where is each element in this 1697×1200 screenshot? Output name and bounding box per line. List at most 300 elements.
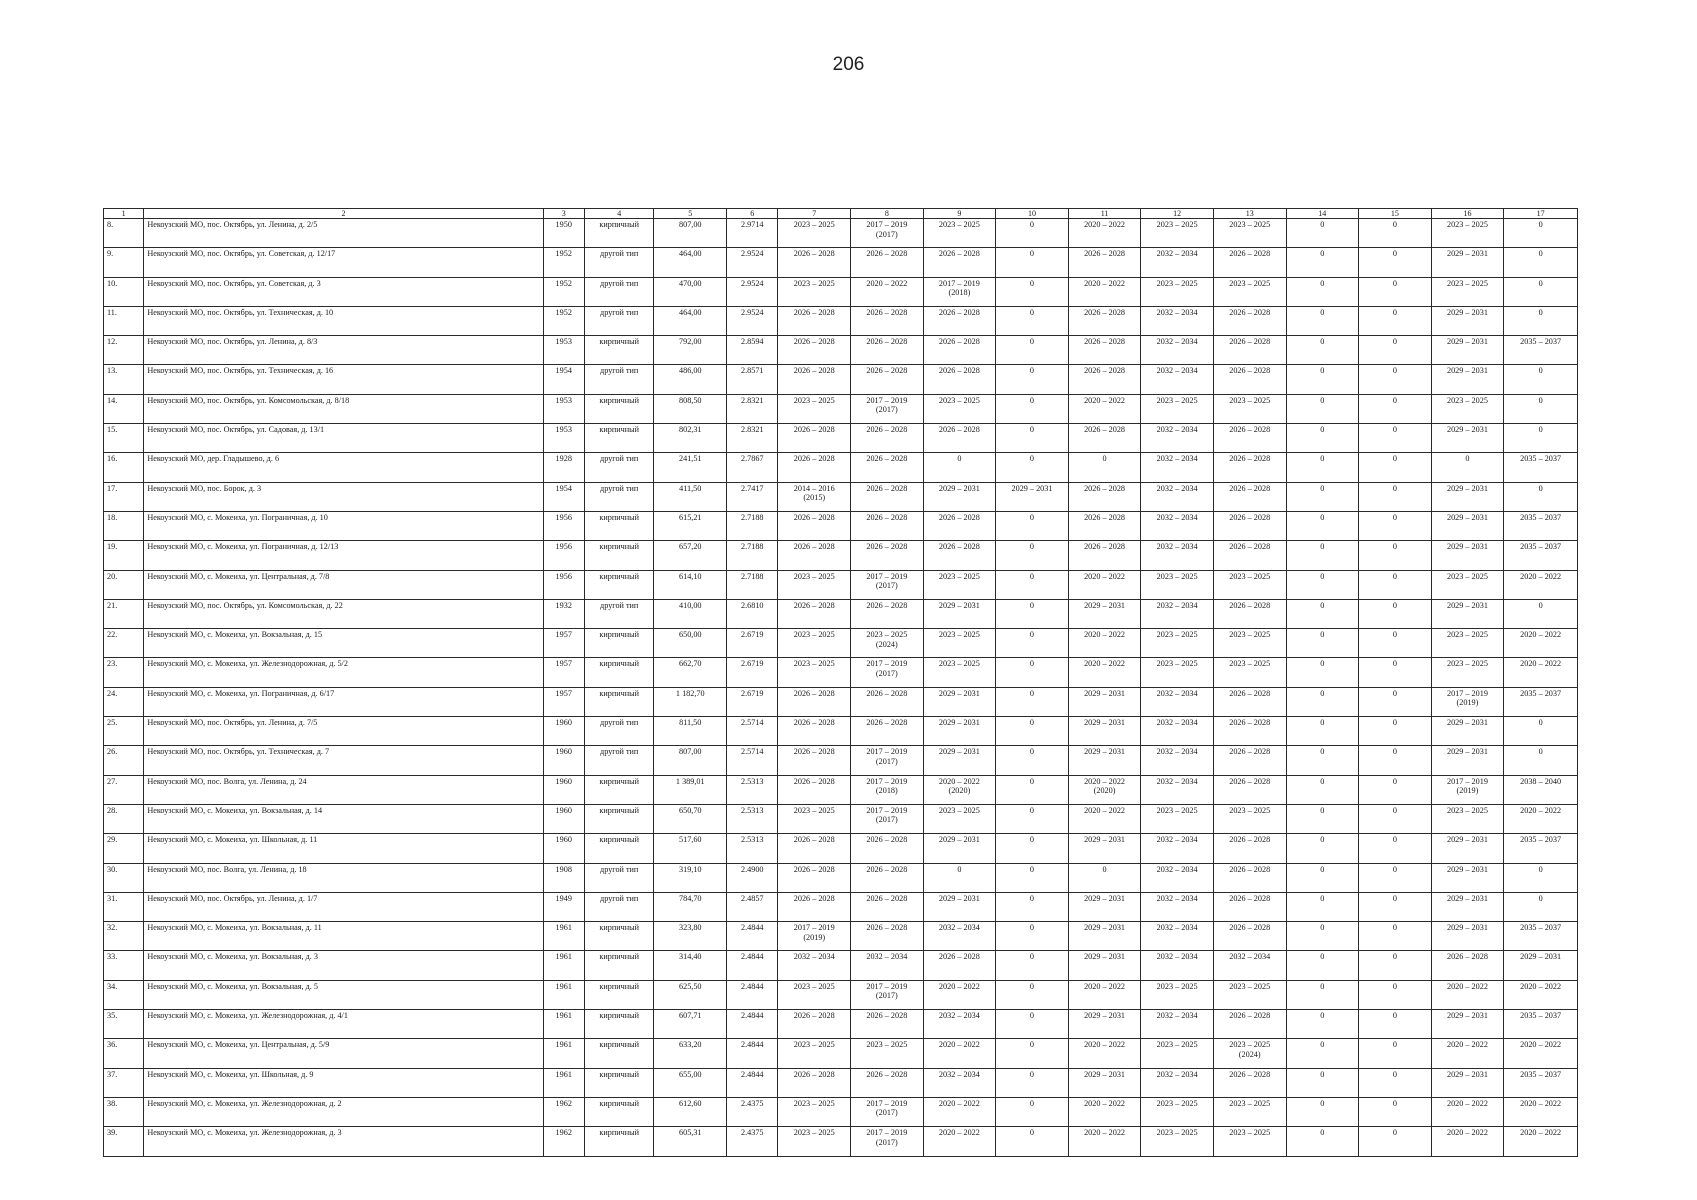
table-cell: 2023 – 2025 bbox=[1213, 1127, 1286, 1156]
address-cell: Некоузский МО, с. Мокеиха, ул. Железнодорожная, д. 2 bbox=[144, 1097, 543, 1126]
table-cell: 2029 – 2031 bbox=[1431, 365, 1504, 394]
table-cell: 2023 – 2025 bbox=[1141, 1097, 1214, 1126]
address-cell: Некоузский МО, пос. Октябрь, ул. Техническая, д. 7 bbox=[144, 746, 543, 775]
table-cell: 2.7417 bbox=[727, 482, 778, 511]
table-cell: 2.5313 bbox=[727, 775, 778, 804]
table-cell: 2029 – 2031 bbox=[1431, 336, 1504, 365]
table-cell: 0 bbox=[996, 541, 1069, 570]
table-cell: 0 bbox=[1359, 717, 1432, 746]
table-row bbox=[104, 717, 1578, 746]
table-cell: кирпичный bbox=[584, 1097, 654, 1126]
table-cell: 2023 – 2025 bbox=[778, 219, 851, 248]
table-cell: 1952 bbox=[543, 248, 584, 277]
table-cell: 0 bbox=[1286, 834, 1359, 863]
table-cell: 0 bbox=[996, 804, 1069, 833]
address-cell: Некоузский МО, с. Мокеиха, ул. Пограничная, д. 6/17 bbox=[144, 687, 543, 716]
table-cell: кирпичный bbox=[584, 834, 654, 863]
table-cell: 0 bbox=[923, 863, 996, 892]
table-cell: 2032 – 2034 bbox=[1141, 599, 1214, 628]
table-cell: 2032 – 2034 bbox=[1141, 834, 1214, 863]
table-cell: 2023 – 2025 bbox=[923, 804, 996, 833]
table-cell: 2020 – 2022 bbox=[1068, 394, 1141, 423]
table-cell: другой тип bbox=[584, 365, 654, 394]
column-number-header: 8 bbox=[851, 209, 924, 219]
table-row bbox=[104, 277, 1578, 306]
table-cell: 2029 – 2031 bbox=[923, 482, 996, 511]
table-cell: 614,10 bbox=[654, 570, 727, 599]
table-cell: 1952 bbox=[543, 306, 584, 335]
address-cell: Некоузский МО, пос. Борок, д. 3 bbox=[144, 482, 543, 511]
table-cell: 2.6810 bbox=[727, 599, 778, 628]
table-cell: 0 bbox=[1504, 717, 1578, 746]
table-cell: 2026 – 2028 bbox=[1213, 834, 1286, 863]
table-cell: 2029 – 2031 bbox=[1431, 511, 1504, 540]
table-cell: 0 bbox=[1504, 277, 1578, 306]
table-cell: 1957 bbox=[543, 658, 584, 687]
table-cell: 2032 – 2034 bbox=[1141, 482, 1214, 511]
table-cell: 2026 – 2028 bbox=[1068, 424, 1141, 453]
table-cell: 2032 – 2034 bbox=[1141, 892, 1214, 921]
table-cell: 2026 – 2028 bbox=[1213, 424, 1286, 453]
table-cell: 2017 – 2019 (2019) bbox=[778, 922, 851, 951]
table-row bbox=[104, 863, 1578, 892]
column-number-header: 9 bbox=[923, 209, 996, 219]
table-cell: 1961 bbox=[543, 1010, 584, 1039]
table-cell: 2020 – 2022 bbox=[1068, 570, 1141, 599]
table-cell: 2023 – 2025 bbox=[778, 1039, 851, 1068]
table-cell: 2020 – 2022 (2020) bbox=[923, 775, 996, 804]
table-cell: 2.4844 bbox=[727, 980, 778, 1009]
table-cell: 1960 bbox=[543, 834, 584, 863]
table-cell: 2026 – 2028 bbox=[923, 365, 996, 394]
table-cell: 0 bbox=[1359, 951, 1432, 980]
column-number-header: 7 bbox=[778, 209, 851, 219]
table-cell: 2026 – 2028 bbox=[1213, 248, 1286, 277]
table-cell: 0 bbox=[1359, 863, 1432, 892]
table-cell: 2026 – 2028 bbox=[778, 717, 851, 746]
table-cell: 0 bbox=[1286, 951, 1359, 980]
table-cell: 2026 – 2028 bbox=[1213, 863, 1286, 892]
row-number-cell: 38. bbox=[104, 1097, 144, 1126]
table-cell: 1960 bbox=[543, 775, 584, 804]
table-cell: 2032 – 2034 bbox=[1141, 775, 1214, 804]
table-cell: 2029 – 2031 bbox=[1431, 424, 1504, 453]
table-cell: 2029 – 2031 bbox=[1068, 1010, 1141, 1039]
table-cell: 2026 – 2028 bbox=[851, 336, 924, 365]
table-cell: 0 bbox=[1286, 804, 1359, 833]
row-number-cell: 17. bbox=[104, 482, 144, 511]
address-cell: Некоузский МО, с. Мокеиха, ул. Железнодорожная, д. 5/2 bbox=[144, 658, 543, 687]
table-cell: 2026 – 2028 bbox=[923, 511, 996, 540]
table-cell: другой тип bbox=[584, 248, 654, 277]
table-cell: 2032 – 2034 bbox=[1141, 746, 1214, 775]
table-cell: 657,20 bbox=[654, 541, 727, 570]
address-cell: Некоузский МО, с. Мокеиха, ул. Вокзальная, д. 15 bbox=[144, 629, 543, 658]
row-number-cell: 27. bbox=[104, 775, 144, 804]
table-cell: 2026 – 2028 bbox=[923, 541, 996, 570]
table-cell: 2023 – 2025 bbox=[923, 219, 996, 248]
table-row bbox=[104, 336, 1578, 365]
table-cell: 2020 – 2022 bbox=[1504, 980, 1578, 1009]
table-cell: 2023 – 2025 bbox=[1141, 1039, 1214, 1068]
table-cell: 2026 – 2028 bbox=[851, 892, 924, 921]
table-cell: 2029 – 2031 bbox=[1068, 892, 1141, 921]
table-cell: 0 bbox=[1359, 1068, 1432, 1097]
table-cell: 0 bbox=[1286, 365, 1359, 394]
table-cell: 2020 – 2022 bbox=[923, 1039, 996, 1068]
table-cell: 1908 bbox=[543, 863, 584, 892]
table-cell: 411,50 bbox=[654, 482, 727, 511]
table-cell: 2032 – 2034 bbox=[923, 1068, 996, 1097]
row-number-cell: 36. bbox=[104, 1039, 144, 1068]
table-cell: 2017 – 2019 (2019) bbox=[1431, 775, 1504, 804]
table-cell: 0 bbox=[996, 980, 1069, 1009]
table-cell: 2026 – 2028 bbox=[851, 1010, 924, 1039]
table-row bbox=[104, 306, 1578, 335]
table-cell: 2026 – 2028 bbox=[778, 511, 851, 540]
table-cell: 2020 – 2022 bbox=[1504, 1097, 1578, 1126]
table-cell: 2026 – 2028 bbox=[778, 1010, 851, 1039]
table-cell: 0 bbox=[1359, 1010, 1432, 1039]
address-cell: Некоузский МО, пос. Октябрь, ул. Советская, д. 12/17 bbox=[144, 248, 543, 277]
table-cell: 2.5313 bbox=[727, 804, 778, 833]
table-cell: 0 bbox=[996, 1097, 1069, 1126]
table-cell: 0 bbox=[996, 687, 1069, 716]
table-cell: 2029 – 2031 bbox=[1431, 541, 1504, 570]
table-cell: кирпичный bbox=[584, 980, 654, 1009]
table-cell: 2023 – 2025 bbox=[778, 1097, 851, 1126]
table-cell: 2023 – 2025 bbox=[1213, 394, 1286, 423]
table-cell: 0 bbox=[1359, 336, 1432, 365]
table-cell: 2020 – 2022 bbox=[1431, 1097, 1504, 1126]
table-cell: 0 bbox=[1286, 248, 1359, 277]
table-cell: 2020 – 2022 bbox=[1504, 1127, 1578, 1156]
table-cell: 2026 – 2028 bbox=[851, 1068, 924, 1097]
table-row bbox=[104, 365, 1578, 394]
table-cell: 2029 – 2031 bbox=[1068, 599, 1141, 628]
table-cell: кирпичный bbox=[584, 219, 654, 248]
table-cell: 410,00 bbox=[654, 599, 727, 628]
table-cell: 2035 – 2037 bbox=[1504, 453, 1578, 482]
table-cell: 0 bbox=[996, 570, 1069, 599]
table-cell: 2038 – 2040 bbox=[1504, 775, 1578, 804]
table-cell: 2026 – 2028 bbox=[778, 424, 851, 453]
table-cell: 2026 – 2028 bbox=[1068, 511, 1141, 540]
table-cell: 2026 – 2028 bbox=[851, 248, 924, 277]
table-cell: 2020 – 2022 bbox=[923, 1097, 996, 1126]
column-number-header: 6 bbox=[727, 209, 778, 219]
table-cell: 0 bbox=[1359, 1039, 1432, 1068]
table-cell: 2.9524 bbox=[727, 248, 778, 277]
table-cell: 0 bbox=[1359, 482, 1432, 511]
table-cell: 2026 – 2028 bbox=[778, 541, 851, 570]
table-cell: 0 bbox=[1504, 746, 1578, 775]
table-cell: 1956 bbox=[543, 541, 584, 570]
table-cell: 0 bbox=[1504, 365, 1578, 394]
table-cell: 2032 – 2034 bbox=[1141, 306, 1214, 335]
table-cell: 0 bbox=[1286, 453, 1359, 482]
table-cell: 323,80 bbox=[654, 922, 727, 951]
table-row bbox=[104, 951, 1578, 980]
row-number-cell: 31. bbox=[104, 892, 144, 921]
column-number-header: 13 bbox=[1213, 209, 1286, 219]
row-number-cell: 20. bbox=[104, 570, 144, 599]
table-cell: 2026 – 2028 bbox=[1213, 599, 1286, 628]
table-cell: 2032 – 2034 bbox=[923, 1010, 996, 1039]
table-cell: 2023 – 2025 bbox=[1141, 980, 1214, 1009]
table-cell: 2020 – 2022 bbox=[1431, 1127, 1504, 1156]
table-cell: 2029 – 2031 bbox=[1431, 863, 1504, 892]
table-cell: 2.7867 bbox=[727, 453, 778, 482]
table-cell: 2032 – 2034 bbox=[851, 951, 924, 980]
table-cell: 2029 – 2031 bbox=[1431, 746, 1504, 775]
table-cell: 2023 – 2025 bbox=[923, 394, 996, 423]
table-cell: 2023 – 2025 bbox=[778, 570, 851, 599]
table-cell: 1962 bbox=[543, 1127, 584, 1156]
table-cell: 1960 bbox=[543, 746, 584, 775]
table-cell: 1960 bbox=[543, 804, 584, 833]
row-number-cell: 24. bbox=[104, 687, 144, 716]
table-cell: 2023 – 2025 bbox=[1213, 219, 1286, 248]
table-cell: 2026 – 2028 bbox=[778, 365, 851, 394]
table-cell: кирпичный bbox=[584, 687, 654, 716]
table-cell: 2029 – 2031 bbox=[1431, 922, 1504, 951]
table-cell: 2020 – 2022 bbox=[851, 277, 924, 306]
table-row bbox=[104, 775, 1578, 804]
table-cell: 2.4900 bbox=[727, 863, 778, 892]
table-cell: 650,00 bbox=[654, 629, 727, 658]
table-cell: 612,60 bbox=[654, 1097, 727, 1126]
table-cell: другой тип bbox=[584, 863, 654, 892]
table-cell: 2032 – 2034 bbox=[1141, 717, 1214, 746]
table-cell: 650,70 bbox=[654, 804, 727, 833]
table-cell: 0 bbox=[1359, 277, 1432, 306]
table-cell: 2017 – 2019 (2017) bbox=[851, 570, 924, 599]
table-cell: 2017 – 2019 (2017) bbox=[851, 658, 924, 687]
row-number-cell: 32. bbox=[104, 922, 144, 951]
table-cell: 2023 – 2025 bbox=[778, 394, 851, 423]
table-cell: 0 bbox=[996, 922, 1069, 951]
table-cell: 2023 – 2025 bbox=[1141, 394, 1214, 423]
table-cell: 2017 – 2019 (2017) bbox=[851, 394, 924, 423]
table-cell: 0 bbox=[1286, 219, 1359, 248]
table-cell: 2023 – 2025 bbox=[1141, 219, 1214, 248]
row-number-cell: 12. bbox=[104, 336, 144, 365]
table-cell: 1953 bbox=[543, 336, 584, 365]
table-cell: 2026 – 2028 bbox=[1068, 482, 1141, 511]
table-cell: 2035 – 2037 bbox=[1504, 1010, 1578, 1039]
row-number-cell: 23. bbox=[104, 658, 144, 687]
address-cell: Некоузский МО, пос. Октябрь, ул. Ленина, д. 1/7 bbox=[144, 892, 543, 921]
row-number-cell: 19. bbox=[104, 541, 144, 570]
table-cell: другой тип bbox=[584, 306, 654, 335]
table-cell: 2.5714 bbox=[727, 717, 778, 746]
table-cell: 2026 – 2028 bbox=[851, 687, 924, 716]
table-cell: 2020 – 2022 bbox=[1431, 1039, 1504, 1068]
table-cell: 0 bbox=[1504, 306, 1578, 335]
table-row bbox=[104, 1127, 1578, 1156]
table-cell: 0 bbox=[1359, 365, 1432, 394]
table-cell: 2020 – 2022 bbox=[1068, 658, 1141, 687]
table-cell: 2032 – 2034 bbox=[923, 922, 996, 951]
table-cell: 517,60 bbox=[654, 834, 727, 863]
table-cell: 0 bbox=[1504, 248, 1578, 277]
table-cell: 2035 – 2037 bbox=[1504, 834, 1578, 863]
table-cell: 2020 – 2022 bbox=[923, 1127, 996, 1156]
table-cell: 1 182,70 bbox=[654, 687, 727, 716]
table-cell: 0 bbox=[1286, 980, 1359, 1009]
table-cell: 1954 bbox=[543, 482, 584, 511]
table-cell: 2.4844 bbox=[727, 1010, 778, 1039]
address-cell: Некоузский МО, с. Мокеиха, ул. Железнодорожная, д. 3 bbox=[144, 1127, 543, 1156]
table-cell: 2029 – 2031 bbox=[1068, 1068, 1141, 1097]
table-cell: 0 bbox=[1359, 687, 1432, 716]
table-cell: 2032 – 2034 bbox=[1213, 951, 1286, 980]
table-cell: 2020 – 2022 bbox=[1068, 1127, 1141, 1156]
table-cell: 2023 – 2025 bbox=[1213, 980, 1286, 1009]
table-cell: 2026 – 2028 bbox=[851, 717, 924, 746]
table-cell: 0 bbox=[996, 453, 1069, 482]
table-row bbox=[104, 804, 1578, 833]
table-cell: 2029 – 2031 bbox=[1068, 687, 1141, 716]
table-cell: 0 bbox=[1286, 746, 1359, 775]
table-cell: 2026 – 2028 bbox=[778, 336, 851, 365]
table-cell: 808,50 bbox=[654, 394, 727, 423]
table-cell: 2026 – 2028 bbox=[1213, 922, 1286, 951]
table-cell: 2.6719 bbox=[727, 658, 778, 687]
table-cell: 2023 – 2025 bbox=[851, 1039, 924, 1068]
table-cell: 2020 – 2022 bbox=[1068, 1097, 1141, 1126]
table-cell: 2023 – 2025 bbox=[1431, 394, 1504, 423]
row-number-cell: 11. bbox=[104, 306, 144, 335]
table-cell: 0 bbox=[1286, 717, 1359, 746]
table-cell: 2029 – 2031 bbox=[1504, 951, 1578, 980]
table-cell: 2023 – 2025 bbox=[1213, 804, 1286, 833]
table-cell: 0 bbox=[996, 1039, 1069, 1068]
table-cell: 2023 – 2025 bbox=[1213, 277, 1286, 306]
table-cell: кирпичный bbox=[584, 1039, 654, 1068]
table-cell: 2.4844 bbox=[727, 1068, 778, 1097]
table-row bbox=[104, 511, 1578, 540]
table-cell: кирпичный bbox=[584, 775, 654, 804]
table-cell: 0 bbox=[1359, 629, 1432, 658]
row-number-cell: 35. bbox=[104, 1010, 144, 1039]
table-cell: 2023 – 2025 bbox=[1141, 629, 1214, 658]
table-cell: 2.9524 bbox=[727, 277, 778, 306]
table-cell: 2026 – 2028 bbox=[1431, 951, 1504, 980]
table-cell: 0 bbox=[996, 394, 1069, 423]
column-number-header: 3 bbox=[543, 209, 584, 219]
table-cell: 633,20 bbox=[654, 1039, 727, 1068]
address-cell: Некоузский МО, с. Мокеиха, ул. Пограничная, д. 12/13 bbox=[144, 541, 543, 570]
table-cell: кирпичный bbox=[584, 1127, 654, 1156]
table-cell: 2023 – 2025 bbox=[1141, 1127, 1214, 1156]
table-cell: 2035 – 2037 bbox=[1504, 1068, 1578, 1097]
table-cell: 2026 – 2028 bbox=[1213, 482, 1286, 511]
table-cell: кирпичный bbox=[584, 1010, 654, 1039]
table-cell: 2.4375 bbox=[727, 1097, 778, 1126]
table-cell: 0 bbox=[1504, 394, 1578, 423]
table-cell: 2020 – 2022 bbox=[1068, 1039, 1141, 1068]
table-cell: 0 bbox=[996, 892, 1069, 921]
table-cell: 2032 – 2034 bbox=[1141, 951, 1214, 980]
table-cell: 2026 – 2028 bbox=[923, 248, 996, 277]
row-number-cell: 28. bbox=[104, 804, 144, 833]
table-cell: 0 bbox=[1431, 453, 1504, 482]
table-cell: 2026 – 2028 bbox=[778, 1068, 851, 1097]
table-cell: 2014 – 2016 (2015) bbox=[778, 482, 851, 511]
table-cell: 2020 – 2022 bbox=[1504, 629, 1578, 658]
table-cell: 0 bbox=[996, 248, 1069, 277]
table-cell: 2026 – 2028 bbox=[778, 892, 851, 921]
table-row bbox=[104, 482, 1578, 511]
table-cell: 2029 – 2031 bbox=[923, 599, 996, 628]
table-cell: 2020 – 2022 bbox=[1068, 277, 1141, 306]
table-cell: 0 bbox=[996, 717, 1069, 746]
table-cell: 2026 – 2028 bbox=[778, 834, 851, 863]
table-cell: 464,00 bbox=[654, 306, 727, 335]
address-cell: Некоузский МО, с. Мокеиха, ул. Центральная, д. 5/9 bbox=[144, 1039, 543, 1068]
table-cell: 2029 – 2031 bbox=[1431, 717, 1504, 746]
table-cell: кирпичный bbox=[584, 951, 654, 980]
table-cell: 2026 – 2028 bbox=[1213, 687, 1286, 716]
address-cell: Некоузский МО, с. Мокеиха, ул. Школьная, д. 9 bbox=[144, 1068, 543, 1097]
table-cell: 807,00 bbox=[654, 746, 727, 775]
address-cell: Некоузский МО, пос. Волга, ул. Ленина, д. 18 bbox=[144, 863, 543, 892]
table-cell: 1957 bbox=[543, 629, 584, 658]
table-cell: 2023 – 2025 (2024) bbox=[851, 629, 924, 658]
table-cell: 2032 – 2034 bbox=[1141, 365, 1214, 394]
table-cell: 2023 – 2025 bbox=[1141, 277, 1214, 306]
table-cell: 2026 – 2028 bbox=[1213, 541, 1286, 570]
table-cell: 2020 – 2022 bbox=[1504, 570, 1578, 599]
table-cell: 2017 – 2019 (2017) bbox=[851, 1127, 924, 1156]
table-cell: 1952 bbox=[543, 277, 584, 306]
table-row bbox=[104, 1039, 1578, 1068]
table-cell: 2026 – 2028 bbox=[923, 336, 996, 365]
table-row bbox=[104, 746, 1578, 775]
table-row bbox=[104, 1010, 1578, 1039]
table-cell: 1953 bbox=[543, 424, 584, 453]
address-cell: Некоузский МО, пос. Волга, ул. Ленина, д. 24 bbox=[144, 775, 543, 804]
table-cell: 241,51 bbox=[654, 453, 727, 482]
table-cell: 2023 – 2025 bbox=[1213, 570, 1286, 599]
table-cell: 2029 – 2031 bbox=[923, 687, 996, 716]
table-cell: 1957 bbox=[543, 687, 584, 716]
address-cell: Некоузский МО, с. Мокеиха, ул. Вокзальная, д. 11 bbox=[144, 922, 543, 951]
table-cell: 2032 – 2034 bbox=[1141, 248, 1214, 277]
table-cell: 2023 – 2025 bbox=[778, 804, 851, 833]
table-cell: 807,00 bbox=[654, 219, 727, 248]
table-cell: 1961 bbox=[543, 951, 584, 980]
table-cell: 0 bbox=[1504, 424, 1578, 453]
table-cell: 470,00 bbox=[654, 277, 727, 306]
table-cell: 2026 – 2028 bbox=[851, 541, 924, 570]
row-number-cell: 39. bbox=[104, 1127, 144, 1156]
table-cell: 2032 – 2034 bbox=[1141, 1068, 1214, 1097]
table-cell: 2023 – 2025 bbox=[1213, 658, 1286, 687]
table-cell: 2026 – 2028 bbox=[778, 863, 851, 892]
table-cell: 2.9524 bbox=[727, 306, 778, 335]
table-cell: 0 bbox=[996, 629, 1069, 658]
row-number-cell: 8. bbox=[104, 219, 144, 248]
address-cell: Некоузский МО, пос. Октябрь, ул. Комсомольская, д. 8/18 bbox=[144, 394, 543, 423]
address-cell: Некоузский МО, пос. Октябрь, ул. Ленина, д. 8/3 bbox=[144, 336, 543, 365]
table-cell: 0 bbox=[996, 1068, 1069, 1097]
table-cell: 0 bbox=[1286, 658, 1359, 687]
table-cell: 2026 – 2028 bbox=[851, 453, 924, 482]
table-cell: 2023 – 2025 bbox=[1431, 570, 1504, 599]
